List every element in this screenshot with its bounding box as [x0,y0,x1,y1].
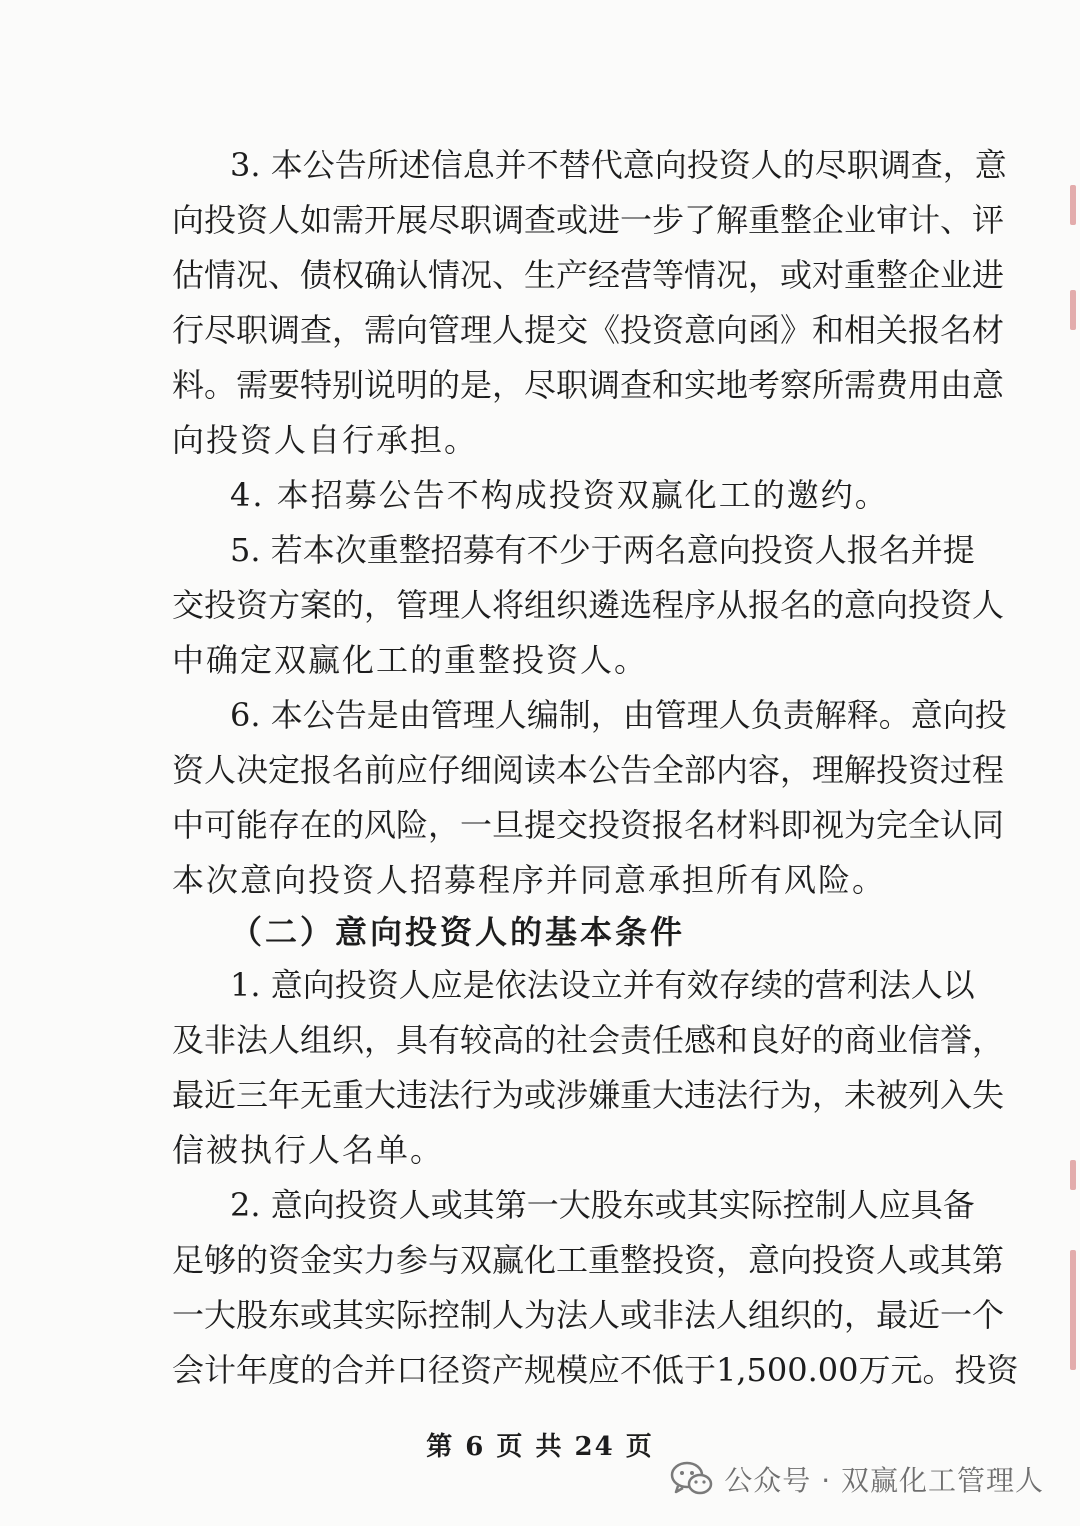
text-line: 中确定双赢化工的重整投资人。 [172,641,649,679]
text-line: 向投资人如需开展尽职调查或进一步了解重整企业审计、评 [172,201,1005,239]
margin-stamp-mark [1070,185,1076,225]
text-line: 1. 意向投资人应是依法设立并有效存续的营利法人以 [230,966,975,1004]
text-line: 最近三年无重大违法行为或涉嫌重大违法行为，未被列入失 [172,1076,1005,1114]
section-heading: （二）意向投资人的基本条件 [230,913,686,951]
text-line: 5. 若本次重整招募有不少于两名意向投资人报名并提 [230,531,975,569]
text-line: 2. 意向投资人或其第一大股东或其实际控制人应具备 [230,1186,975,1224]
text-line: 一大股东或其实际控制人为法人或非法人组织的，最近一个 [172,1296,1005,1334]
text-line: 本次意向投资人招募程序并同意承担所有风险。 [172,861,887,899]
text-line: 会计年度的合并口径资产规模应不低于1,500.00万元。投资 [172,1351,1019,1389]
margin-stamp-mark [1070,290,1076,330]
text-line: 中可能存在的风险，一旦提交投资报名材料即视为完全认同 [172,806,1005,844]
margin-stamp-mark [1070,1160,1076,1190]
page-number: 第 6 页 共 24 页 [426,1432,654,1462]
text-line: 足够的资金实力参与双赢化工重整投资，意向投资人或其第 [172,1241,1005,1279]
text-line: 3. 本公告所述信息并不替代意向投资人的尽职调查，意 [230,146,1007,184]
text-line: 向投资人自行承担。 [172,421,479,459]
text-line: 行尽职调查，需向管理人提交《投资意向函》和相关报名材 [172,311,1005,349]
text-line: 交投资方案的，管理人将组织遴选程序从报名的意向投资人 [172,586,1005,624]
watermark-text: 公众号 · 双赢化工管理人 [724,1464,1044,1497]
text-line: 估情况、债权确认情况、生产经营等情况，或对重整企业进 [172,256,1005,294]
text-line: 料。需要特别说明的是，尽职调查和实地考察所需费用由意 [172,366,1005,404]
text-line: 6. 本公告是由管理人编制，由管理人负责解释。意向投 [230,696,1007,734]
text-line: 4. 本招募公告不构成投资双赢化工的邀约。 [230,476,889,514]
text-line: 资人决定报名前应仔细阅读本公告全部内容，理解投资过程 [172,751,1005,789]
text-line: 信被执行人名单。 [172,1131,445,1169]
margin-stamp-mark [1070,1250,1076,1370]
wechat-icon [670,1460,714,1498]
text-line: 及非法人组织，具有较高的社会责任感和良好的商业信誉， [172,1021,1005,1059]
watermark [670,1454,1044,1504]
